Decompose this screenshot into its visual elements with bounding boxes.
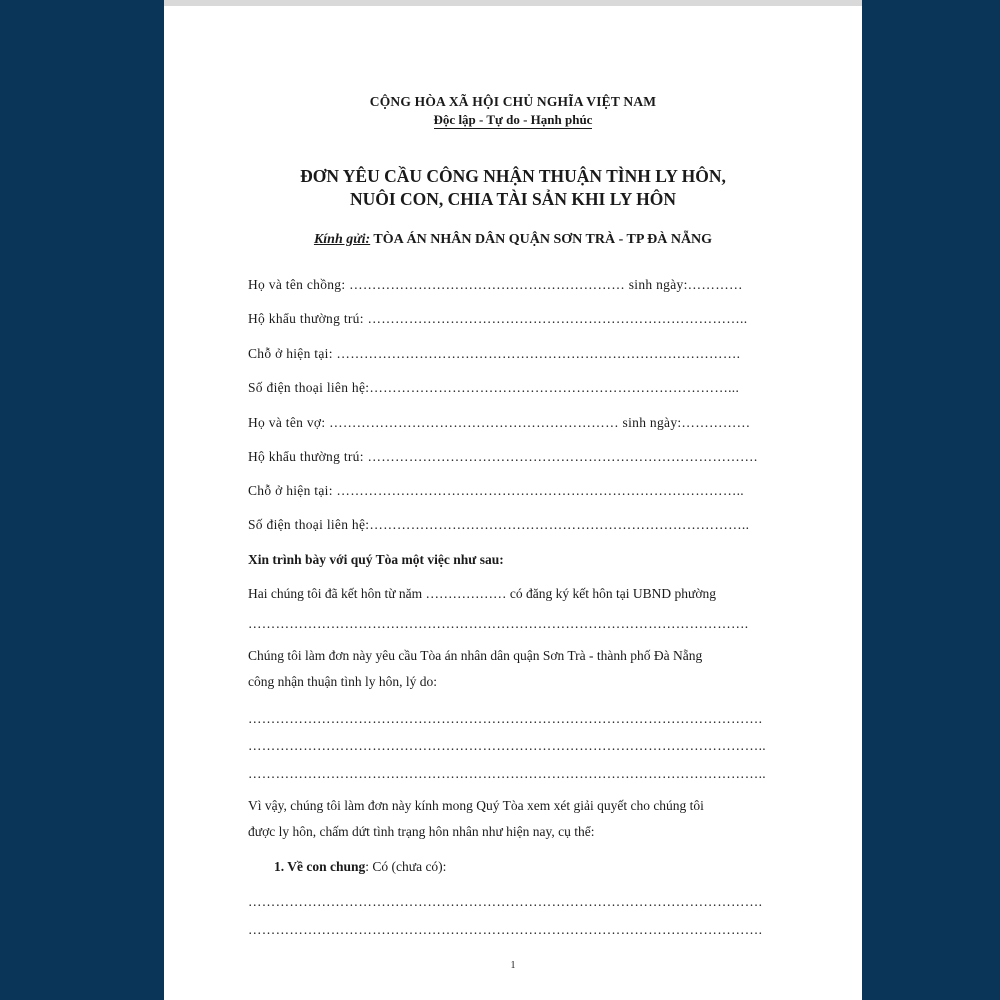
document-page bbox=[164, 0, 862, 1000]
section-heading: Xin trình bày với quý Tòa một việc như sau: bbox=[248, 552, 504, 567]
children-dots-2: …………………………………………………………………………………………………. bbox=[248, 922, 763, 937]
field-husband-residence: Hộ khẩu thường trú: ……………………………………………………………………….. bbox=[248, 311, 748, 326]
motto: Độc lập - Tự do - Hạnh phúc bbox=[433, 112, 593, 127]
request-line-2: công nhận thuận tình ly hôn, lý do: bbox=[248, 674, 437, 689]
item-common-children-label: 1. Về con chung bbox=[274, 859, 366, 874]
field-wife-address: Chỗ ở hiện tại: …………………………………………………………………………….. bbox=[248, 483, 744, 498]
field-husband-phone: Số điện thoại liên hệ:……………………………………………………………………... bbox=[248, 380, 740, 395]
item-common-children bbox=[274, 859, 446, 875]
children-dots-1: …………………………………………………………………………………………………. bbox=[248, 894, 763, 909]
marriage-line: Hai chúng tôi đã kết hôn từ năm ……………… có đăng ký kết hôn tại UBND phường bbox=[248, 586, 716, 601]
document-title-line-2: NUÔI CON, CHIA TÀI SẢN KHI LY HÔN bbox=[349, 189, 677, 209]
conclusion-line-1: Vì vậy, chúng tôi làm đơn này kính mong Quý Tòa xem xét giải quyết cho chúng tôi bbox=[248, 798, 704, 813]
recipient-value: TÒA ÁN NHÂN DÂN QUẬN SƠN TRÀ - TP ĐÀ NẴNG bbox=[370, 232, 713, 247]
item-common-children-value: : Có (chưa có): bbox=[365, 859, 447, 874]
field-husband-name: Họ và tên chồng: …………………………………………………… sinh ngày:………… bbox=[248, 277, 743, 292]
marriage-dots: ………………………………………………………………………………………………. bbox=[248, 616, 749, 631]
conclusion-line-2: được ly hôn, chấm dứt tình trạng hôn nhân như hiện nay, cụ thể: bbox=[248, 824, 595, 839]
recipient-label: Kính gửi: bbox=[313, 232, 371, 247]
reason-line-2: ………………………………………………………………………………………………….. bbox=[248, 738, 766, 753]
request-line-1: Chúng tôi làm đơn này yêu cầu Tòa án nhân dân quận Sơn Trà - thành phố Đà Nẵng bbox=[248, 648, 703, 663]
nation-header: CỘNG HÒA XÃ HỘI CHỦ NGHĨA VIỆT NAM bbox=[369, 94, 657, 109]
document-title-line-1: ĐƠN YÊU CẦU CÔNG NHẬN THUẬN TÌNH LY HÔN, bbox=[300, 166, 726, 186]
reason-line-1: …………………………………………………………………………………………………. bbox=[248, 711, 763, 726]
field-wife-residence: Hộ khẩu thường trú: …………………………………………………………………………. bbox=[248, 449, 758, 464]
field-husband-address: Chỗ ở hiện tại: ……………………………………………………………………………. bbox=[248, 346, 741, 361]
field-wife-phone: Số điện thoại liên hệ:……………………………………………………………………….. bbox=[248, 517, 750, 532]
reason-line-3: ………………………………………………………………………………………………….. bbox=[248, 766, 766, 781]
field-wife-name: Họ và tên vợ: ……………………………………………………… sinh ngày:…………… bbox=[248, 415, 751, 430]
page-number: 1 bbox=[510, 960, 516, 971]
recipient bbox=[164, 232, 862, 248]
